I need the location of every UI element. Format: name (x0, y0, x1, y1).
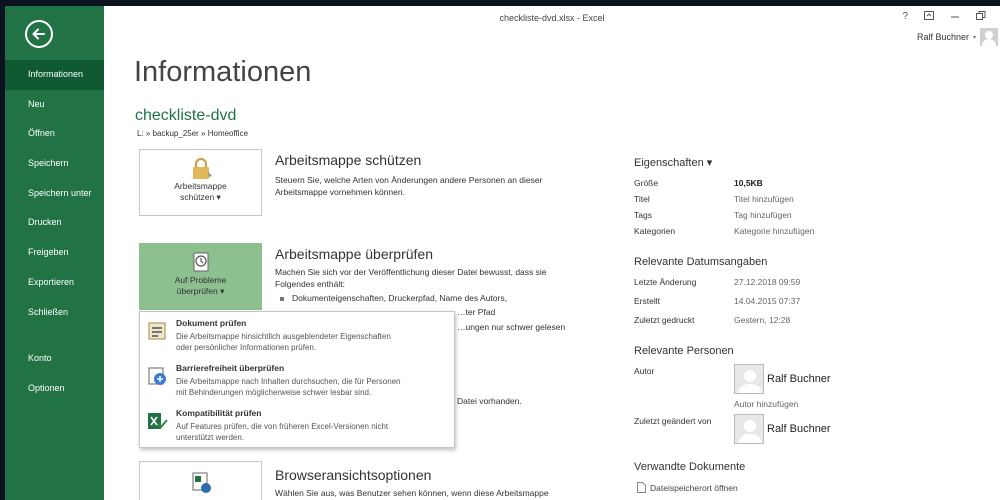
menu-item-desc-line-2: unterstützt werden. (176, 433, 245, 442)
related-docs-header: Verwandte Dokumente (634, 461, 746, 473)
menu-item-desc-line-1: Auf Features prüfen, die von früheren Excel-Versionen nicht (176, 422, 389, 431)
menu-item-desc-line-1: Die Arbeitsmappe hinsichtlich ausgeblendeter Eigenschaften (176, 332, 391, 341)
file-name: checkliste-dvd (135, 107, 237, 124)
check-issues-label: Auf Probleme (174, 275, 227, 285)
check-for-issues-button[interactable] (139, 243, 262, 310)
backstage-nav (5, 60, 104, 404)
check-issues-dropdown (139, 311, 455, 448)
menu-item-title: Barrierefreiheit überprüfen (176, 363, 285, 373)
protect-button-label-2: schützen ▾ (180, 192, 221, 202)
document-icon (637, 482, 646, 493)
nav-drucken[interactable]: Drucken (28, 217, 62, 228)
accessibility-icon (146, 365, 168, 387)
date-value-printed: Gestern, 12:28 (734, 315, 791, 325)
prop-label-categories: Kategorien (634, 226, 676, 236)
inspect-document-icon (146, 320, 168, 342)
page-title: Informationen (134, 56, 312, 88)
prop-value-title[interactable]: Titel hinzufügen (734, 194, 794, 204)
protect-section-title: Arbeitsmappe schützen (275, 152, 422, 168)
author-person[interactable] (734, 364, 831, 394)
nav-freigeben[interactable]: Freigeben (28, 247, 69, 258)
protect-desc-line-1: Steuern Sie, welche Arten von Änderungen andere Personen an dieser (275, 175, 543, 185)
back-button[interactable] (25, 20, 53, 48)
browser-section-desc: Wählen Sie aus, was Benutzer sehen können, wenn diese Arbeitsmappe (275, 488, 549, 498)
inspect-bullet-1: Dokumenteigenschaften, Druckerpfad, Name des Autors, (280, 293, 507, 303)
date-value-created: 14.04.2015 07:37 (734, 296, 801, 306)
protect-section-desc (275, 174, 542, 198)
check-issues-label-2: überprüfen ▾ (176, 286, 225, 296)
back-arrow-icon (32, 27, 46, 41)
dates-header: Relevante Datumsangaben (634, 256, 768, 268)
lock-icon (188, 157, 214, 183)
add-author-link[interactable]: Autor hinzufügen (734, 399, 799, 409)
nav-exportieren[interactable]: Exportieren (28, 276, 75, 287)
nav-oeffnen[interactable]: Öffnen (28, 128, 55, 139)
modified-by-name: Ralf Buchner (767, 423, 831, 435)
inspect-bullet-1-cont: …ter Pfad (457, 307, 496, 317)
prop-value-tags[interactable]: Tag hinzufügen (734, 210, 792, 220)
menu-item-desc-line-1: Die Arbeitsmappe nach Inhalten durchsuchen, die für Personen (176, 377, 401, 386)
protect-workbook-button[interactable] (139, 149, 262, 216)
protect-button-label: Arbeitsmappe (174, 181, 227, 191)
inspect-section-desc (275, 266, 547, 290)
modified-by-person[interactable] (734, 414, 831, 444)
avatar-icon (734, 414, 764, 444)
modified-by-label: Zuletzt geändert von (634, 416, 712, 426)
menu-item-title: Kompatibilität prüfen (176, 408, 262, 418)
open-file-location-label: Dateispeicherort öffnen (650, 482, 738, 493)
menu-item-title: Dokument prüfen (176, 318, 247, 328)
prop-label-size: Größe (634, 178, 659, 188)
inspect-section-title: Arbeitsmappe überprüfen (275, 246, 433, 262)
menu-item-check-compatibility[interactable] (146, 408, 446, 448)
info-panel (104, 6, 1000, 500)
help-button[interactable]: ? (902, 11, 908, 22)
menu-item-inspect-document[interactable] (146, 318, 446, 358)
chevron-down-icon: ▾ (972, 34, 976, 41)
prop-value-size: 10,5KB (734, 178, 763, 188)
open-file-location-link[interactable] (637, 482, 738, 493)
excel-window (5, 6, 1000, 500)
window-title: checkliste-dvd.xlsx - Excel (499, 13, 605, 23)
compatibility-icon (146, 410, 168, 432)
menu-item-desc (176, 331, 446, 353)
menu-item-check-accessibility[interactable] (146, 363, 446, 403)
file-path[interactable]: L: » backup_25er » Homeoffice (137, 129, 249, 138)
nav-schliessen[interactable]: Schließen (28, 306, 69, 317)
inspect-bullet-2: …ungen nur schwer gelesen (457, 322, 566, 332)
nav-neu[interactable]: Neu (28, 98, 45, 109)
author-name: Ralf Buchner (767, 373, 831, 385)
nav-optionen[interactable]: Optionen (28, 382, 65, 393)
inspect-desc-line-2: Folgendes enthält: (275, 279, 345, 289)
browser-section-title: Browseransichtsoptionen (275, 467, 432, 483)
inspect-icon (188, 251, 214, 277)
menu-item-desc (176, 421, 446, 443)
protect-desc-line-2: Arbeitsmappe vornehmen können. (275, 187, 405, 197)
date-label-printed: Zuletzt gedruckt (634, 315, 695, 325)
prop-label-title: Titel (634, 194, 650, 204)
user-name: Ralf Buchner (916, 32, 969, 42)
author-label: Autor (634, 366, 655, 376)
nav-konto[interactable]: Konto (28, 353, 52, 364)
properties-header[interactable]: Eigenschaften ▾ (634, 157, 713, 169)
nav-informationen[interactable]: Informationen (5, 60, 104, 90)
nav-speichern-unter[interactable]: Speichern unter (28, 187, 92, 198)
versions-text: Datei vorhanden. (457, 396, 522, 406)
browser-view-options-button[interactable] (139, 461, 262, 500)
menu-item-desc-line-2: oder persönlicher Informationen prüfen. (176, 343, 317, 352)
people-header: Relevante Personen (634, 345, 734, 357)
prop-label-tags: Tags (634, 210, 652, 220)
backstage-sidebar (5, 6, 104, 500)
menu-item-desc (176, 376, 446, 398)
date-label-created: Erstellt (634, 296, 660, 306)
date-value-modified: 27.12.2018 09:59 (734, 277, 801, 287)
avatar-icon (734, 364, 764, 394)
inspect-desc-line-1: Machen Sie sich vor der Veröffentlichung dieser Datei bewusst, dass sie (275, 267, 547, 277)
menu-item-desc-line-2: mit Behinderungen möglicherweise schwer lesbar sind. (176, 388, 372, 397)
nav-speichern[interactable]: Speichern (28, 158, 69, 169)
browser-view-icon (188, 469, 214, 497)
prop-value-categories[interactable]: Kategorie hinzufügen (734, 226, 815, 236)
date-label-modified: Letzte Änderung (634, 277, 697, 287)
nav-separator (5, 327, 104, 344)
